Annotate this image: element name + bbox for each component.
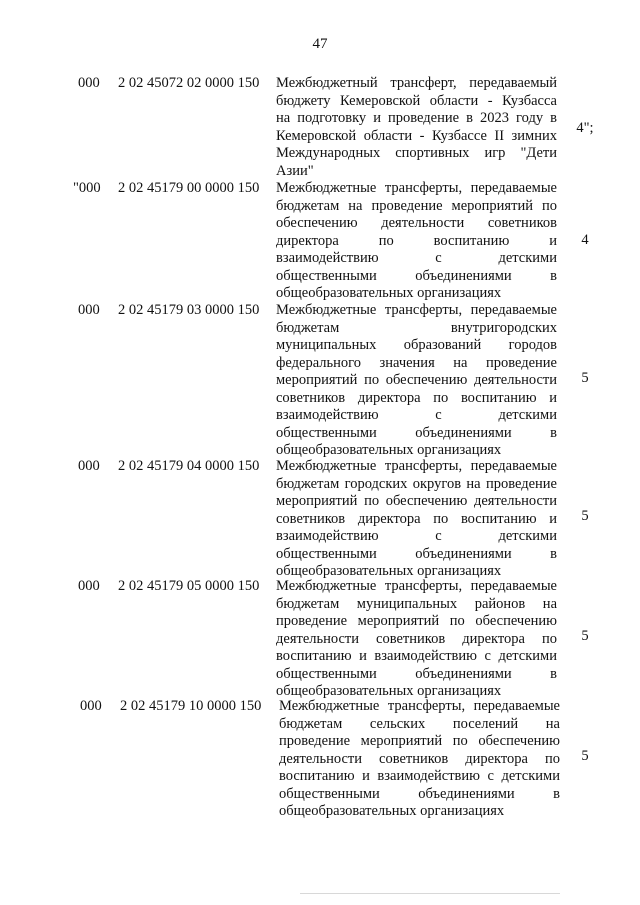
description-line: Азии"	[276, 162, 314, 179]
description-line: общеобразовательных организациях	[276, 683, 502, 699]
description-line: директора по воспитанию и	[276, 232, 557, 249]
description-line: взаимодействию с детскими	[276, 528, 557, 544]
row-amount: 5	[581, 628, 589, 644]
description-line: Межбюджетные трансферты, передаваемые	[279, 698, 560, 714]
description-line: на подготовку и проведение в 2023 году в	[276, 110, 557, 126]
budget-classification-code: 2 02 45179 05 0000 150	[118, 578, 260, 594]
row-description	[276, 302, 557, 460]
description-line: мероприятий по обеспечению деятельности	[276, 493, 557, 509]
row-description	[276, 578, 557, 701]
description-line: общественными объединениями в	[276, 267, 557, 284]
admin-code: "000	[73, 180, 101, 196]
description-line: общеобразовательных организациях	[276, 442, 502, 458]
description-line: воспитанию и взаимодействию с детскими	[279, 768, 560, 784]
description-line: Международных спортивных игр "Дети	[276, 145, 557, 161]
row-description	[276, 458, 557, 581]
description-line: бюджетам на проведение мероприятий по	[276, 197, 557, 214]
description-line: взаимодействию с детскими	[276, 250, 557, 266]
description-line: бюджетам городских округов на проведение	[276, 475, 557, 492]
description-line: бюджетам сельских поселений на	[279, 715, 560, 732]
description-line: общественными объединениями в	[276, 665, 557, 682]
row-amount: 5	[581, 748, 589, 764]
description-line: общеобразовательных организациях	[279, 803, 505, 819]
admin-code: 000	[78, 302, 100, 318]
description-line: деятельности советников директора по	[279, 750, 560, 767]
description-line: общеобразовательных организациях	[276, 563, 502, 579]
row-amount: 4	[581, 232, 589, 248]
budget-classification-code: 2 02 45179 10 0000 150	[120, 698, 262, 714]
row-amount: 5	[581, 508, 589, 524]
description-line: проведение мероприятий по обеспечению	[279, 733, 560, 749]
description-line: Межбюджетные трансферты, передаваемые	[276, 578, 557, 594]
description-line: бюджету Кемеровской области - Кузбасса	[276, 92, 557, 109]
description-line: общественными объединениями в	[276, 545, 557, 562]
row-description	[276, 75, 557, 180]
description-line: бюджетам муниципальных районов на	[276, 595, 557, 612]
row-amount: 5	[581, 370, 589, 386]
description-line: мероприятий по обеспечению деятельности	[276, 372, 557, 388]
budget-classification-code: 2 02 45179 04 0000 150	[118, 458, 260, 474]
description-line: Межбюджетный трансферт, передаваемый	[276, 75, 557, 91]
description-line: советников директора по воспитанию и	[276, 510, 557, 527]
description-line: Межбюджетные трансферты, передаваемые	[276, 458, 557, 474]
admin-code: 000	[78, 578, 100, 594]
description-line: общественными объединениями в	[276, 424, 557, 441]
row-description	[276, 180, 557, 303]
description-line: советников директора по воспитанию и	[276, 389, 557, 406]
description-line: воспитанию и взаимодействию с детскими	[276, 648, 557, 664]
description-line: обеспечению деятельности советников	[276, 215, 557, 231]
description-line: взаимодействию с детскими	[276, 407, 557, 423]
description-line: общеобразовательных организациях	[276, 285, 502, 301]
budget-classification-code: 2 02 45179 00 0000 150	[118, 180, 260, 196]
description-line: проведение мероприятий по обеспечению	[276, 613, 557, 629]
description-line: общественными объединениями в	[279, 785, 560, 802]
admin-code: 000	[78, 75, 100, 91]
budget-classification-code: 2 02 45072 02 0000 150	[118, 75, 260, 91]
description-line: Межбюджетные трансферты, передаваемые	[276, 302, 557, 318]
row-amount: 4";	[576, 120, 594, 136]
description-line: бюджетам внутригородских	[276, 319, 557, 336]
description-line: Межбюджетные трансферты, передаваемые	[276, 180, 557, 196]
scan-artifact-line	[300, 893, 560, 894]
description-line: деятельности советников директора по	[276, 630, 557, 647]
admin-code: 000	[78, 458, 100, 474]
row-description	[279, 698, 560, 821]
description-line: федерального значения на проведение	[276, 354, 557, 371]
budget-classification-code: 2 02 45179 03 0000 150	[118, 302, 260, 318]
description-line: муниципальных образований городов	[276, 337, 557, 353]
description-line: Кемеровской области - Кузбассе II зимних	[276, 127, 557, 144]
admin-code: 000	[80, 698, 102, 714]
page-number: 47	[312, 36, 328, 52]
